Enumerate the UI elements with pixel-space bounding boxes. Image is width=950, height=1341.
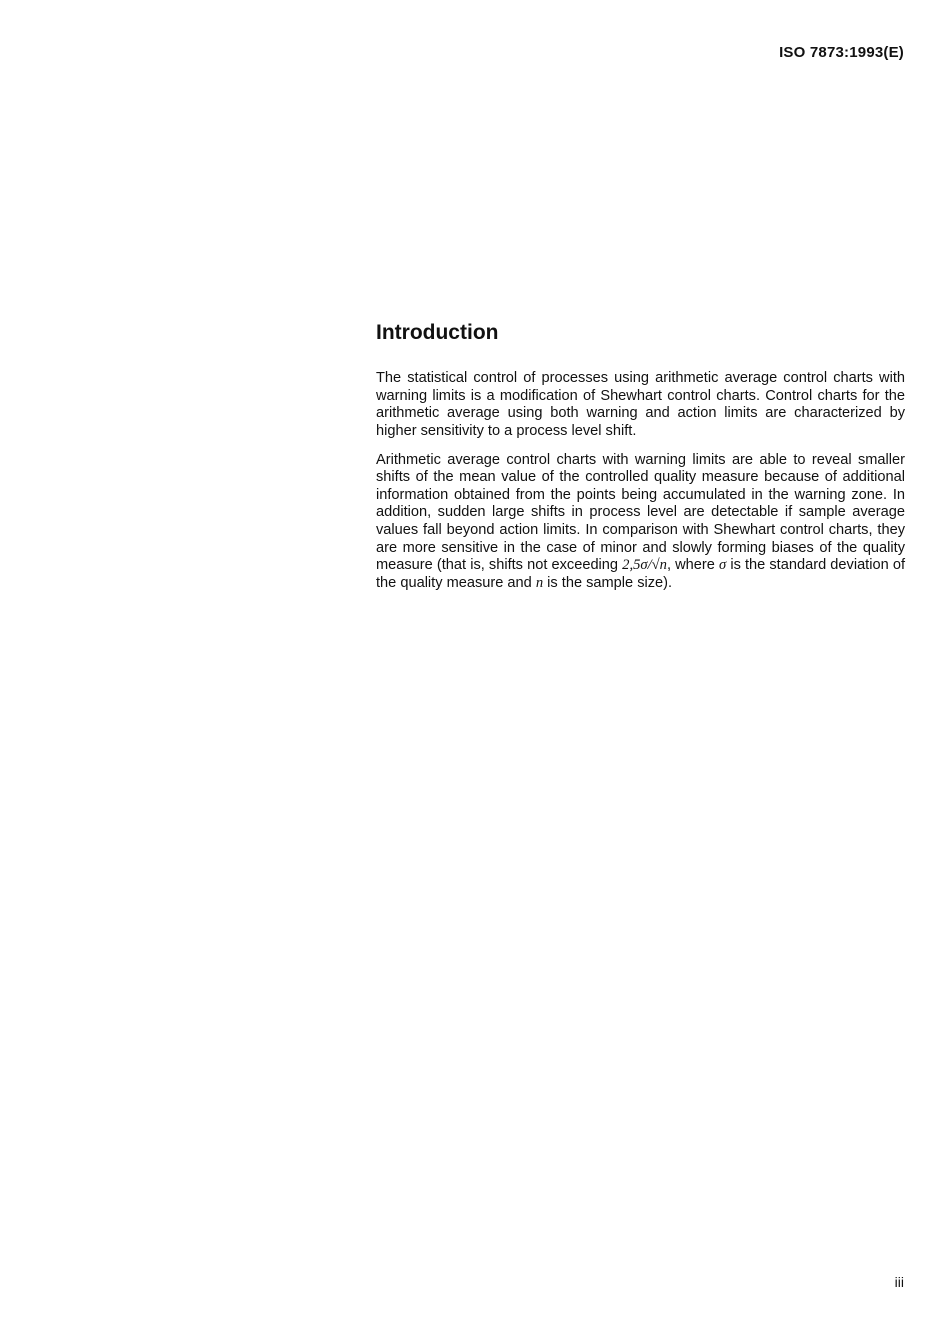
- document-id: ISO 7873:1993(E): [779, 44, 904, 61]
- shift-formula: 2,5σ/√n: [622, 557, 667, 574]
- paragraph-2: [376, 452, 905, 593]
- paragraph-2-part-3: is the standard deviation of the quality measure and: [376, 557, 906, 591]
- paragraph-2-part-2: , where: [666, 557, 720, 574]
- introduction-section: [376, 320, 905, 603]
- paragraph-2-part-1: Arithmetic average control charts with warning limits are able to reveal smaller shifts of the mean value of the controlled quality measure because of additional information obtained from the points being accumulated in the warning zone. In addition, sudden large shifts in process level are detectable if sample average values fall beyond action limits. In comparison with Shewhart control charts, they are more sensitive in the case of minor and slowly forming biases of the quality measure (that is, shifts not exceeding: [376, 451, 905, 574]
- paragraph-1: The statistical control of processes using arithmetic average control charts with warning limits is a modification of Shewhart control charts. Control charts for the arithmetic average using both warning and action limits are characterized by higher sensitivity to a process level shift.: [376, 370, 905, 439]
- page-number: iii: [894, 1274, 904, 1290]
- n-symbol: n: [535, 574, 544, 591]
- section-title: Introduction: [376, 321, 499, 344]
- paragraph-2-part-4: is the sample size).: [543, 574, 673, 591]
- sigma-symbol: σ: [719, 557, 727, 574]
